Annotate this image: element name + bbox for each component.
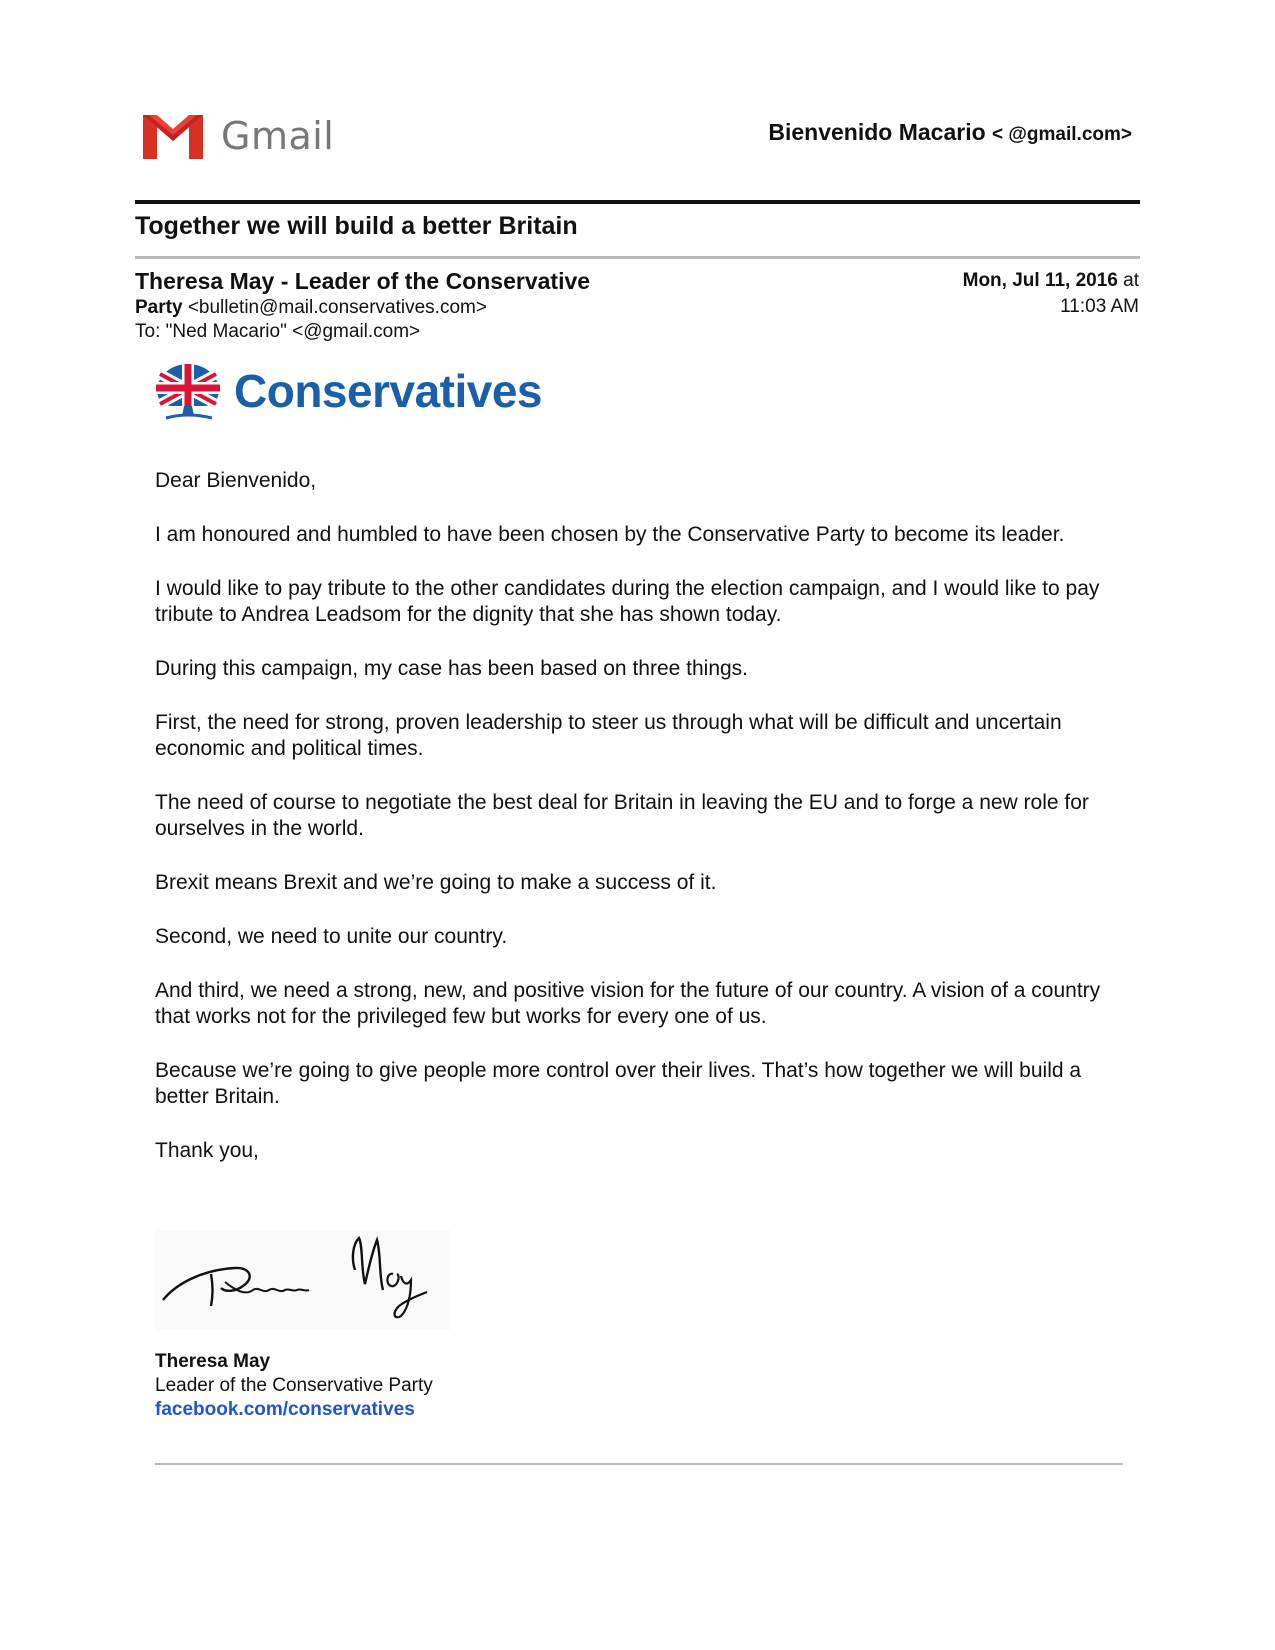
- account-name: Bienvenido Macario: [768, 119, 986, 145]
- signature-title: Leader of the Conservative Party: [155, 1375, 433, 1396]
- gmail-logo[interactable]: [143, 111, 334, 161]
- time-text: 11:03 AM: [1060, 296, 1139, 317]
- signature-name: Theresa May: [155, 1351, 271, 1372]
- footer-divider: [155, 1463, 1123, 1465]
- email-body: [155, 468, 1130, 1192]
- body-paragraph: I would like to pay tribute to the other candidates during the election campaign, and I would like to pay tribute to Andrea Leadsom for the dignity that she has shown today.: [155, 577, 1100, 626]
- body-paragraph: I am honoured and humbled to have been chosen by the Conservative Party to become its leader.: [155, 523, 1065, 546]
- body-paragraph: First, the need for strong, proven leadership to steer us through what will be difficult and uncertain economic and political times.: [155, 711, 1062, 760]
- date-at: at: [1117, 270, 1139, 291]
- sender-line: [135, 297, 487, 319]
- sender-address: <bulletin@mail.conservatives.com>: [187, 297, 487, 318]
- conservatives-wordmark: Conservatives: [234, 365, 542, 417]
- body-paragraph: The need of course to negotiate the best deal for Britain in leaving the EU and to forge a new role for ourselves in the world.: [155, 791, 1089, 840]
- body-paragraph: Brexit means Brexit and we’re going to make a success of it.: [155, 871, 717, 894]
- header-divider: [135, 200, 1140, 204]
- conservatives-logo: [152, 360, 542, 422]
- account-email: < @gmail.com>: [992, 124, 1132, 145]
- sender-name: Theresa May - Leader of the Conservative: [135, 268, 591, 294]
- email-date: [963, 268, 1139, 320]
- sender-name-continued: Party: [135, 297, 183, 318]
- subject-divider: [135, 256, 1140, 259]
- gmail-wordmark: Gmail: [221, 114, 335, 158]
- closing: Thank you,: [155, 1139, 259, 1162]
- date-text: Mon, Jul 11, 2016: [962, 270, 1118, 291]
- account-label: [768, 119, 1132, 146]
- recipient-line: To: "Ned Macario" <@gmail.com>: [135, 321, 421, 342]
- body-paragraph: And third, we need a strong, new, and positive vision for the future of our country. A vision of a country that works not for the privileged few but works for every one of us.: [155, 979, 1101, 1028]
- facebook-link[interactable]: facebook.com/conservatives: [155, 1399, 415, 1420]
- body-paragraph: During this campaign, my case has been based on three things.: [155, 657, 749, 680]
- signature-image: [155, 1230, 450, 1330]
- body-paragraph: Second, we need to unite our country.: [155, 925, 508, 948]
- email-subject: Together we will build a better Britain: [135, 212, 578, 240]
- body-paragraph: Because we’re going to give people more control over their lives. That’s how together we will build a better Britain.: [155, 1059, 1082, 1108]
- greeting: Dear Bienvenido,: [155, 469, 317, 492]
- gmail-m-icon: [143, 113, 203, 159]
- union-tree-icon: [152, 360, 224, 422]
